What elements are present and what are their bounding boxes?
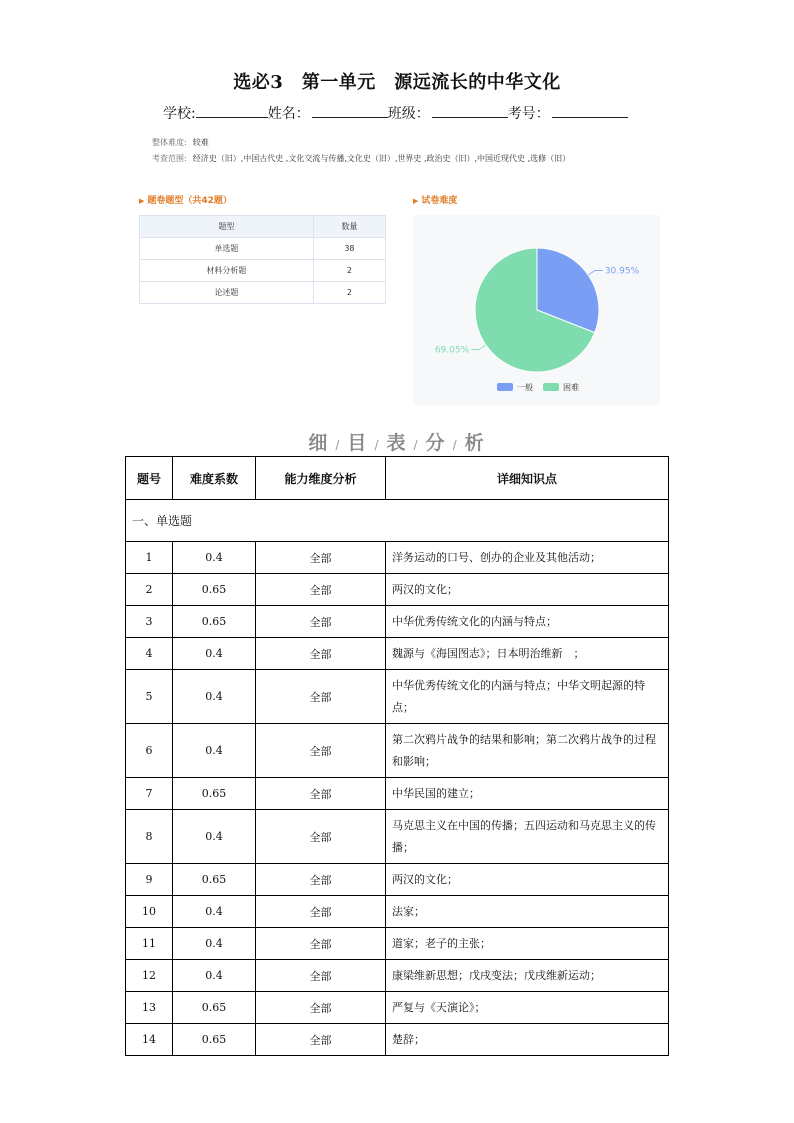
- question-number-cell: 4: [126, 638, 173, 670]
- title-separator: /: [335, 438, 342, 452]
- knowledge-point-cell: 洋务运动的口号、创办的企业及其他活动；: [386, 542, 669, 574]
- difficulty-chart-heading: [413, 193, 457, 206]
- column-header: 题型: [140, 216, 314, 238]
- count-cell: 38: [313, 238, 385, 260]
- detail-title-char: 目: [347, 432, 369, 454]
- knowledge-point-cell: 中华优秀传统文化的内涵与特点；: [386, 606, 669, 638]
- detail-rows: [126, 542, 669, 1056]
- triangle-icon: ▶: [413, 197, 419, 205]
- slice-data-label: 30.95%: [604, 266, 640, 277]
- ability-cell: 全部: [256, 542, 386, 574]
- count-cell: 2: [313, 282, 385, 304]
- difficulty-pie-chart: [413, 215, 660, 405]
- qtype-cell: 单选题: [140, 238, 314, 260]
- legend-label: 困难: [563, 383, 579, 392]
- class-label: 班级：: [387, 106, 430, 122]
- difficulty-cell: 0.4: [173, 810, 256, 864]
- difficulty-cell: 0.65: [173, 992, 256, 1024]
- detail-title: [0, 428, 794, 455]
- table-row: [126, 778, 669, 810]
- section-label: 一、单选题: [126, 500, 669, 542]
- name-blank[interactable]: [312, 103, 388, 118]
- table-row: [126, 606, 669, 638]
- knowledge-point-cell: 魏源与《海国图志》；日本明治维新 ；: [386, 638, 669, 670]
- question-number-cell: 6: [126, 724, 173, 778]
- knowledge-point-cell: 中华优秀传统文化的内涵与特点；中华文明起源的特点；: [386, 670, 669, 724]
- difficulty-cell: 0.4: [173, 960, 256, 992]
- knowledge-point-cell: 两汉的文化；: [386, 574, 669, 606]
- table-row: [140, 238, 386, 260]
- name-label: 姓名：: [267, 106, 310, 122]
- table-header-row: [126, 457, 669, 500]
- difficulty-cell: 0.65: [173, 864, 256, 896]
- table-row: [126, 542, 669, 574]
- knowledge-point-cell: 第二次鸦片战争的结果和影响；第二次鸦片战争的过程和影响；: [386, 724, 669, 778]
- difficulty-pie-panel: [413, 215, 660, 405]
- question-number-cell: 11: [126, 928, 173, 960]
- column-header: 难度系数: [173, 457, 256, 500]
- difficulty-cell: 0.4: [173, 896, 256, 928]
- table-row: [126, 992, 669, 1024]
- ability-cell: 全部: [256, 928, 386, 960]
- question-number-cell: 10: [126, 896, 173, 928]
- exam-scope: [152, 153, 570, 164]
- question-number-cell: 8: [126, 810, 173, 864]
- knowledge-point-cell: 严复与《天演论》；: [386, 992, 669, 1024]
- knowledge-point-cell: 楚辞；: [386, 1024, 669, 1056]
- table-row: [126, 960, 669, 992]
- question-number-cell: 14: [126, 1024, 173, 1056]
- title-separator: /: [413, 438, 420, 452]
- qtype-heading-text: 题卷题型（共42题）: [147, 196, 232, 206]
- difficulty-value: 较难: [192, 138, 209, 147]
- difficulty-cell: 0.4: [173, 670, 256, 724]
- ability-cell: 全部: [256, 1024, 386, 1056]
- column-header: 数量: [313, 216, 385, 238]
- qtype-cell: 论述题: [140, 282, 314, 304]
- class-blank[interactable]: [432, 103, 508, 118]
- legend-swatch: [497, 383, 513, 391]
- question-number-cell: 2: [126, 574, 173, 606]
- detail-title-char: 表: [386, 432, 408, 454]
- exam-number-label: 考号：: [507, 106, 550, 122]
- triangle-icon: ▶: [139, 197, 145, 205]
- question-number-cell: 12: [126, 960, 173, 992]
- ability-cell: 全部: [256, 810, 386, 864]
- question-number-cell: 3: [126, 606, 173, 638]
- ability-cell: 全部: [256, 778, 386, 810]
- ability-cell: 全部: [256, 606, 386, 638]
- school-blank[interactable]: [196, 103, 268, 118]
- question-type-table: [139, 215, 386, 304]
- ability-cell: 全部: [256, 574, 386, 606]
- detail-analysis-table: [125, 456, 669, 1056]
- school-label: 学校:: [163, 106, 196, 122]
- exam-number-blank[interactable]: [552, 103, 628, 118]
- scope-value: 经济史（旧）,中国古代史 ,文化交流与传播,文化史（旧）,世界史 ,政治史（旧）,中国近现代史 ,选修（旧）: [192, 154, 571, 163]
- difficulty-cell: 0.65: [173, 574, 256, 606]
- table-row: [126, 928, 669, 960]
- ability-cell: 全部: [256, 864, 386, 896]
- ability-cell: 全部: [256, 960, 386, 992]
- table-row: [126, 574, 669, 606]
- detail-title-char: 分: [425, 432, 447, 454]
- table-row: [126, 670, 669, 724]
- knowledge-point-cell: 两汉的文化；: [386, 864, 669, 896]
- label-leader-line: [471, 345, 486, 350]
- table-row: [126, 1024, 669, 1056]
- table-row: [140, 282, 386, 304]
- knowledge-point-cell: 马克思主义在中国的传播；五四运动和马克思主义的传播；: [386, 810, 669, 864]
- table-row: [140, 260, 386, 282]
- table-row: [126, 896, 669, 928]
- knowledge-point-cell: 中华民国的建立；: [386, 778, 669, 810]
- question-number-cell: 13: [126, 992, 173, 1024]
- detail-title-char: 析: [464, 432, 486, 454]
- section-row: [126, 500, 669, 542]
- knowledge-point-cell: 法家；: [386, 896, 669, 928]
- title-separator: /: [374, 438, 381, 452]
- legend-swatch: [543, 383, 559, 391]
- difficulty-cell: 0.65: [173, 606, 256, 638]
- table-row: [126, 864, 669, 896]
- difficulty-cell: 0.4: [173, 724, 256, 778]
- question-number-cell: 1: [126, 542, 173, 574]
- qtype-cell: 材料分析题: [140, 260, 314, 282]
- ability-cell: 全部: [256, 724, 386, 778]
- difficulty-cell: 0.4: [173, 638, 256, 670]
- ability-cell: 全部: [256, 896, 386, 928]
- detail-title-char: 细: [308, 432, 330, 454]
- column-header: 题号: [126, 457, 173, 500]
- table-row: [126, 638, 669, 670]
- qtype-heading: [139, 193, 232, 206]
- title-separator: /: [452, 438, 459, 452]
- scope-label: 考查范围:: [152, 154, 187, 163]
- table-row: [126, 810, 669, 864]
- overall-difficulty: [152, 137, 209, 148]
- column-header: 详细知识点: [386, 457, 669, 500]
- table-header-row: [140, 216, 386, 238]
- table-row: [126, 724, 669, 778]
- column-header: 能力维度分析: [256, 457, 386, 500]
- student-info-line: [163, 103, 628, 123]
- slice-data-label: 69.05%: [434, 345, 470, 356]
- difficulty-cell: 0.65: [173, 1024, 256, 1056]
- page-title: 选必3 第一单元 源远流长的中华文化: [233, 72, 561, 93]
- difficulty-chart-heading-text: 试卷难度: [421, 196, 458, 206]
- ability-cell: 全部: [256, 670, 386, 724]
- question-number-cell: 7: [126, 778, 173, 810]
- knowledge-point-cell: 道家；老子的主张；: [386, 928, 669, 960]
- difficulty-cell: 0.4: [173, 542, 256, 574]
- ability-cell: 全部: [256, 992, 386, 1024]
- knowledge-point-cell: 康梁维新思想；戊戌变法；戊戌维新运动；: [386, 960, 669, 992]
- difficulty-cell: 0.65: [173, 778, 256, 810]
- difficulty-label: 整体难度:: [152, 138, 187, 147]
- question-number-cell: 5: [126, 670, 173, 724]
- difficulty-cell: 0.4: [173, 928, 256, 960]
- label-leader-line: [588, 271, 603, 276]
- question-number-cell: 9: [126, 864, 173, 896]
- legend-label: 一般: [517, 383, 533, 392]
- count-cell: 2: [313, 260, 385, 282]
- ability-cell: 全部: [256, 638, 386, 670]
